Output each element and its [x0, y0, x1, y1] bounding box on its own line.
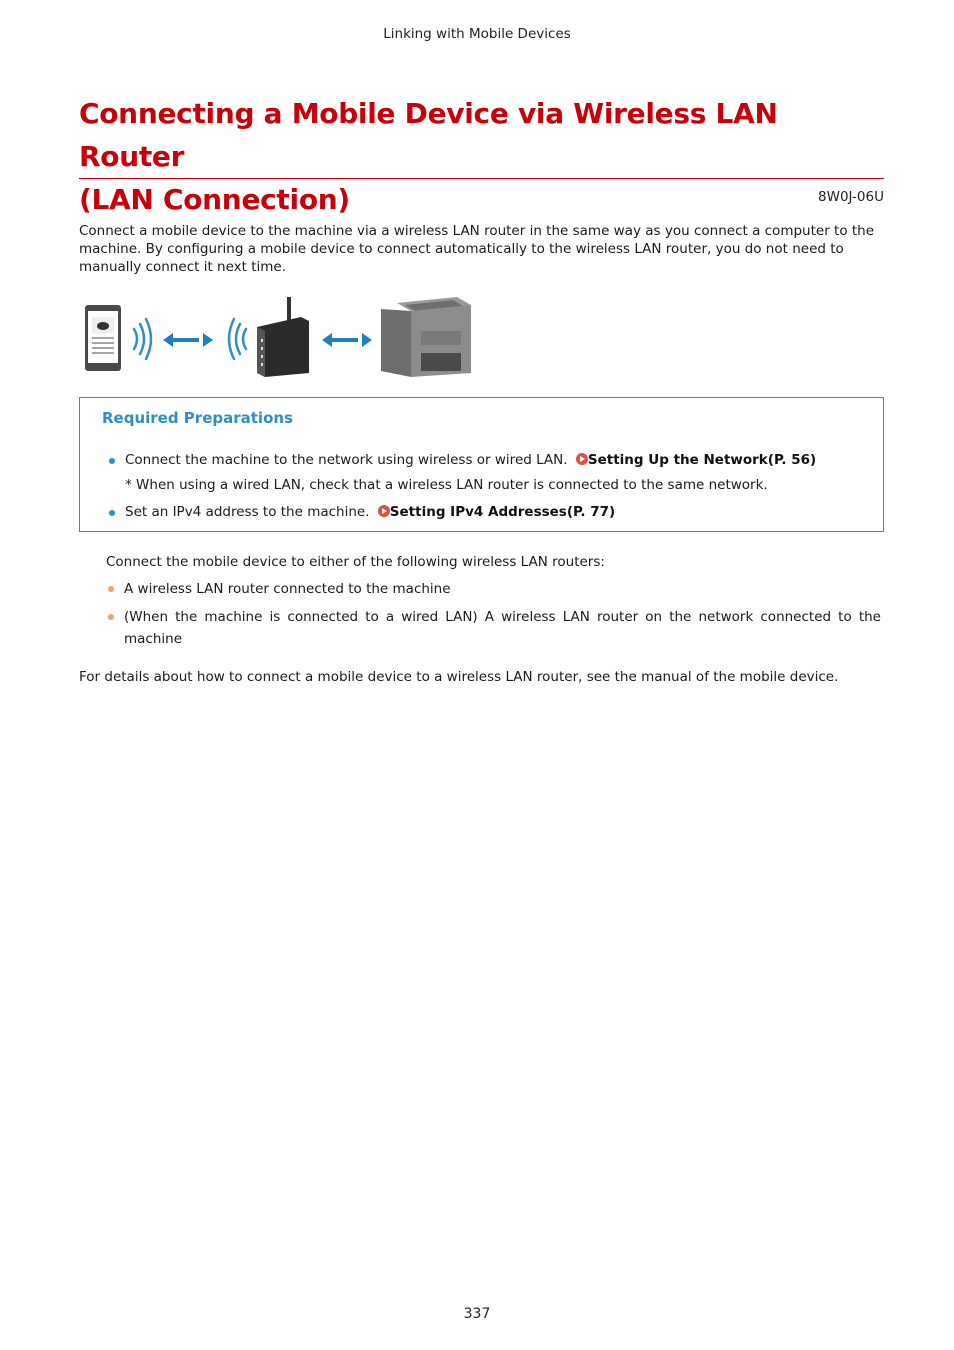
router-list-item-text: A wireless LAN router connected to the machine: [124, 581, 451, 597]
preparation-note: * When using a wired LAN, check that a wireless LAN router is connected to the same network.: [125, 477, 768, 493]
preparation-item: [125, 502, 615, 522]
footer-note: For details about how to connect a mobile device to a wireless LAN router, see the manual of the mobile device.: [79, 669, 839, 685]
preparation-item-text: Set an IPv4 address to the machine.: [125, 504, 370, 520]
page-title: [79, 92, 884, 221]
intro-paragraph: [79, 222, 884, 276]
bullet-icon: [109, 458, 115, 464]
intro-line-2: machine. By configuring a mobile device to connect automatically to the wireless LAN router, you do not need to: [79, 241, 844, 257]
bidirectional-arrow-icon: [163, 333, 213, 347]
link-arrow-icon[interactable]: [378, 505, 390, 517]
bullet-icon: [109, 510, 115, 516]
preparation-item-text: Connect the machine to the network using wireless or wired LAN.: [125, 452, 568, 468]
page-number: 337: [463, 1306, 491, 1322]
running-header: Linking with Mobile Devices: [383, 26, 571, 42]
setting-up-network-link[interactable]: Setting Up the Network(P. 56): [587, 452, 817, 468]
router-list-item: [124, 578, 881, 600]
router-list-item-line1: (When the machine is connected to a wired LAN) A wireless LAN router on the network connected to the: [124, 609, 881, 625]
bullet-icon: [108, 586, 114, 592]
router-icon: [257, 297, 309, 377]
router-list-item: [124, 606, 881, 650]
title-divider: [79, 178, 884, 179]
printer-icon: [381, 297, 471, 377]
document-code: 8W0J-06U: [818, 189, 884, 205]
page-title-line2: (LAN Connection): [79, 183, 350, 216]
page-title-line1: Connecting a Mobile Device via Wireless LAN Router: [79, 97, 778, 173]
mobile-device-icon: [85, 305, 121, 371]
intro-line-3: manually connect it next time.: [79, 259, 287, 275]
connection-illustration: [79, 293, 479, 383]
link-arrow-icon[interactable]: [576, 453, 588, 465]
preparation-item: [125, 450, 816, 470]
wireless-signal-icon: [229, 319, 246, 359]
wireless-signal-icon: [134, 319, 151, 359]
bidirectional-arrow-icon: [322, 333, 372, 347]
intro-line-1: Connect a mobile device to the machine via a wireless LAN router in the same way as you connect a computer to the: [79, 223, 875, 239]
router-list-item-line2: machine: [124, 631, 183, 647]
bullet-icon: [108, 614, 114, 620]
setting-ipv4-addresses-link[interactable]: Setting IPv4 Addresses(P. 77): [389, 504, 616, 520]
required-preparations-title: Required Preparations: [102, 409, 293, 427]
routers-lead: Connect the mobile device to either of the following wireless LAN routers:: [106, 554, 605, 570]
required-preparations-box: [79, 397, 884, 532]
